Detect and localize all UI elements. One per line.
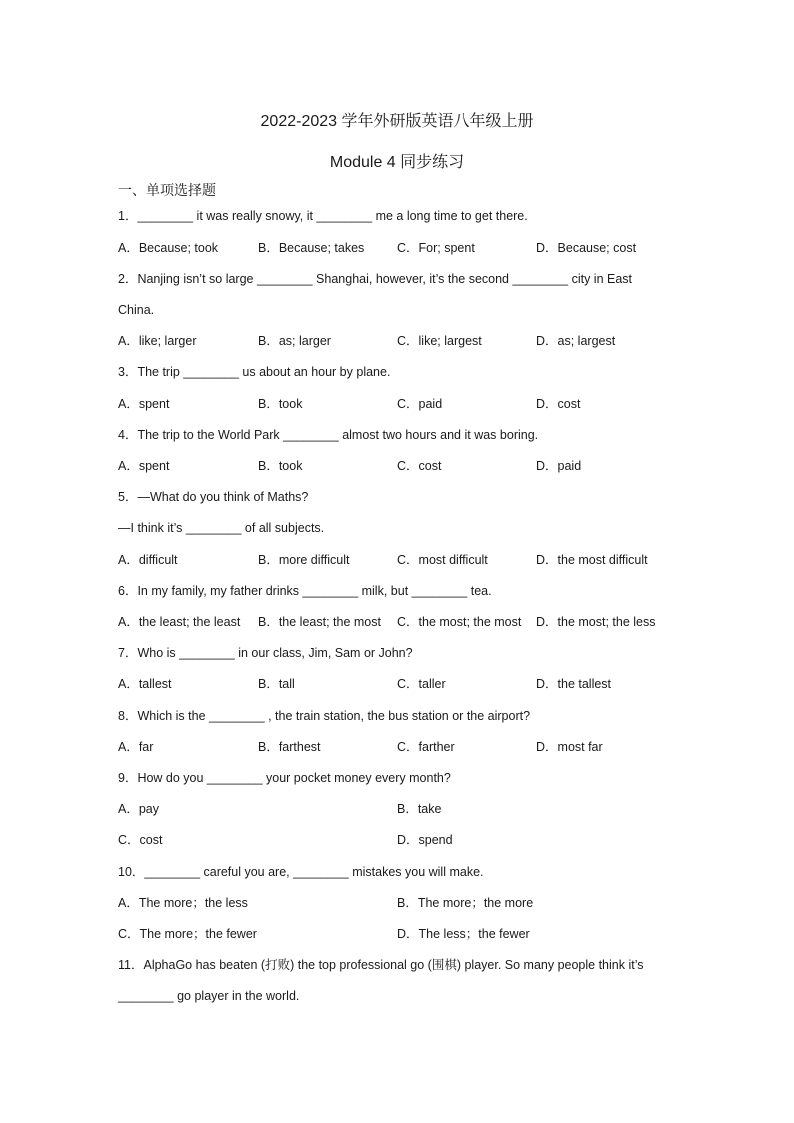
question-6-stem: 6．In my family, my father drinks ________ milk, but ________ tea.: [118, 584, 492, 598]
question-10-option-d: D．The less；the fewer: [397, 927, 530, 941]
question-5-stem: 5．—What do you think of Maths?: [118, 490, 309, 504]
question-3-option-b: B．took: [258, 397, 303, 411]
question-11-stem: 11．AlphaGo has beaten (打败) the top professional go (围棋) player. So many people think it’s: [118, 958, 644, 972]
question-10-stem: 10．________ careful you are, ________ mistakes you will make.: [118, 865, 484, 879]
question-9-option-d: D．spend: [397, 833, 453, 847]
question-6-option-d: D．the most; the less: [536, 615, 656, 629]
question-7-option-c: C．taller: [397, 677, 446, 691]
question-7-stem: 7．Who is ________ in our class, Jim, Sam or John?: [118, 646, 413, 660]
section-heading: 一、单项选择题: [118, 182, 216, 198]
question-1-option-c: C．For; spent: [397, 241, 475, 255]
question-9-stem: 9．How do you ________ your pocket money every month?: [118, 771, 451, 785]
question-8-stem: 8．Which is the ________ , the train station, the bus station or the airport?: [118, 709, 531, 723]
question-7-option-b: B．tall: [258, 677, 295, 691]
question-10-option-c: C．The more；the fewer: [118, 927, 257, 941]
question-4-option-d: D．paid: [536, 459, 582, 473]
question-5-stem-reply: —I think it’s ________ of all subjects.: [118, 521, 325, 535]
question-3-option-a: A．spent: [118, 397, 170, 411]
question-4-option-b: B．took: [258, 459, 303, 473]
question-6-option-a: A．the least; the least: [118, 615, 241, 629]
question-7-option-a: A．tallest: [118, 677, 172, 691]
document-subtitle: Module 4 同步练习: [329, 154, 465, 171]
question-5-option-a: A．difficult: [118, 553, 178, 567]
question-6-option-c: C．the most; the most: [397, 615, 522, 629]
question-2-option-d: D．as; largest: [536, 334, 616, 348]
question-4-option-a: A．spent: [118, 459, 170, 473]
question-5-option-d: D．the most difficult: [536, 553, 648, 567]
question-1-option-a: A．Because; took: [118, 241, 219, 255]
question-8-option-c: C．farther: [397, 740, 455, 754]
question-1-stem: 1．________ it was really snowy, it ________ me a long time to get there.: [118, 209, 528, 223]
question-10-option-a: A．The more；the less: [118, 896, 248, 910]
question-3-option-c: C．paid: [397, 397, 443, 411]
question-8-option-d: D．most far: [536, 740, 603, 754]
question-8-option-a: A．far: [118, 740, 154, 754]
question-5-option-b: B．more difficult: [258, 553, 350, 567]
question-10-option-b: B．The more；the more: [397, 896, 534, 910]
question-9-option-a: A．pay: [118, 802, 159, 816]
question-1-option-d: D．Because; cost: [536, 241, 637, 255]
question-2-stem-continued: China.: [118, 303, 155, 317]
question-4-stem: 4．The trip to the World Park ________ almost two hours and it was boring.: [118, 428, 539, 442]
question-3-option-d: D．cost: [536, 397, 581, 411]
question-2-option-c: C．like; largest: [397, 334, 482, 348]
question-8-option-b: B．farthest: [258, 740, 321, 754]
question-2-stem: 2．Nanjing isn’t so large ________ Shanghai, however, it’s the second ________ city in East: [118, 272, 633, 286]
question-9-option-b: B．take: [397, 802, 442, 816]
question-6-option-b: B．the least; the most: [258, 615, 381, 629]
question-11-stem-continued: ________ go player in the world.: [118, 989, 300, 1003]
question-3-stem: 3．The trip ________ us about an hour by plane.: [118, 365, 391, 379]
question-5-option-c: C．most difficult: [397, 553, 488, 567]
question-2-option-a: A．like; larger: [118, 334, 197, 348]
question-1-option-b: B．Because; takes: [258, 241, 365, 255]
question-2-option-b: B．as; larger: [258, 334, 331, 348]
question-9-option-c: C．cost: [118, 833, 163, 847]
document-title: 2022-2023 学年外研版英语八年级上册: [260, 113, 534, 130]
question-7-option-d: D．the tallest: [536, 677, 612, 691]
question-4-option-c: C．cost: [397, 459, 442, 473]
